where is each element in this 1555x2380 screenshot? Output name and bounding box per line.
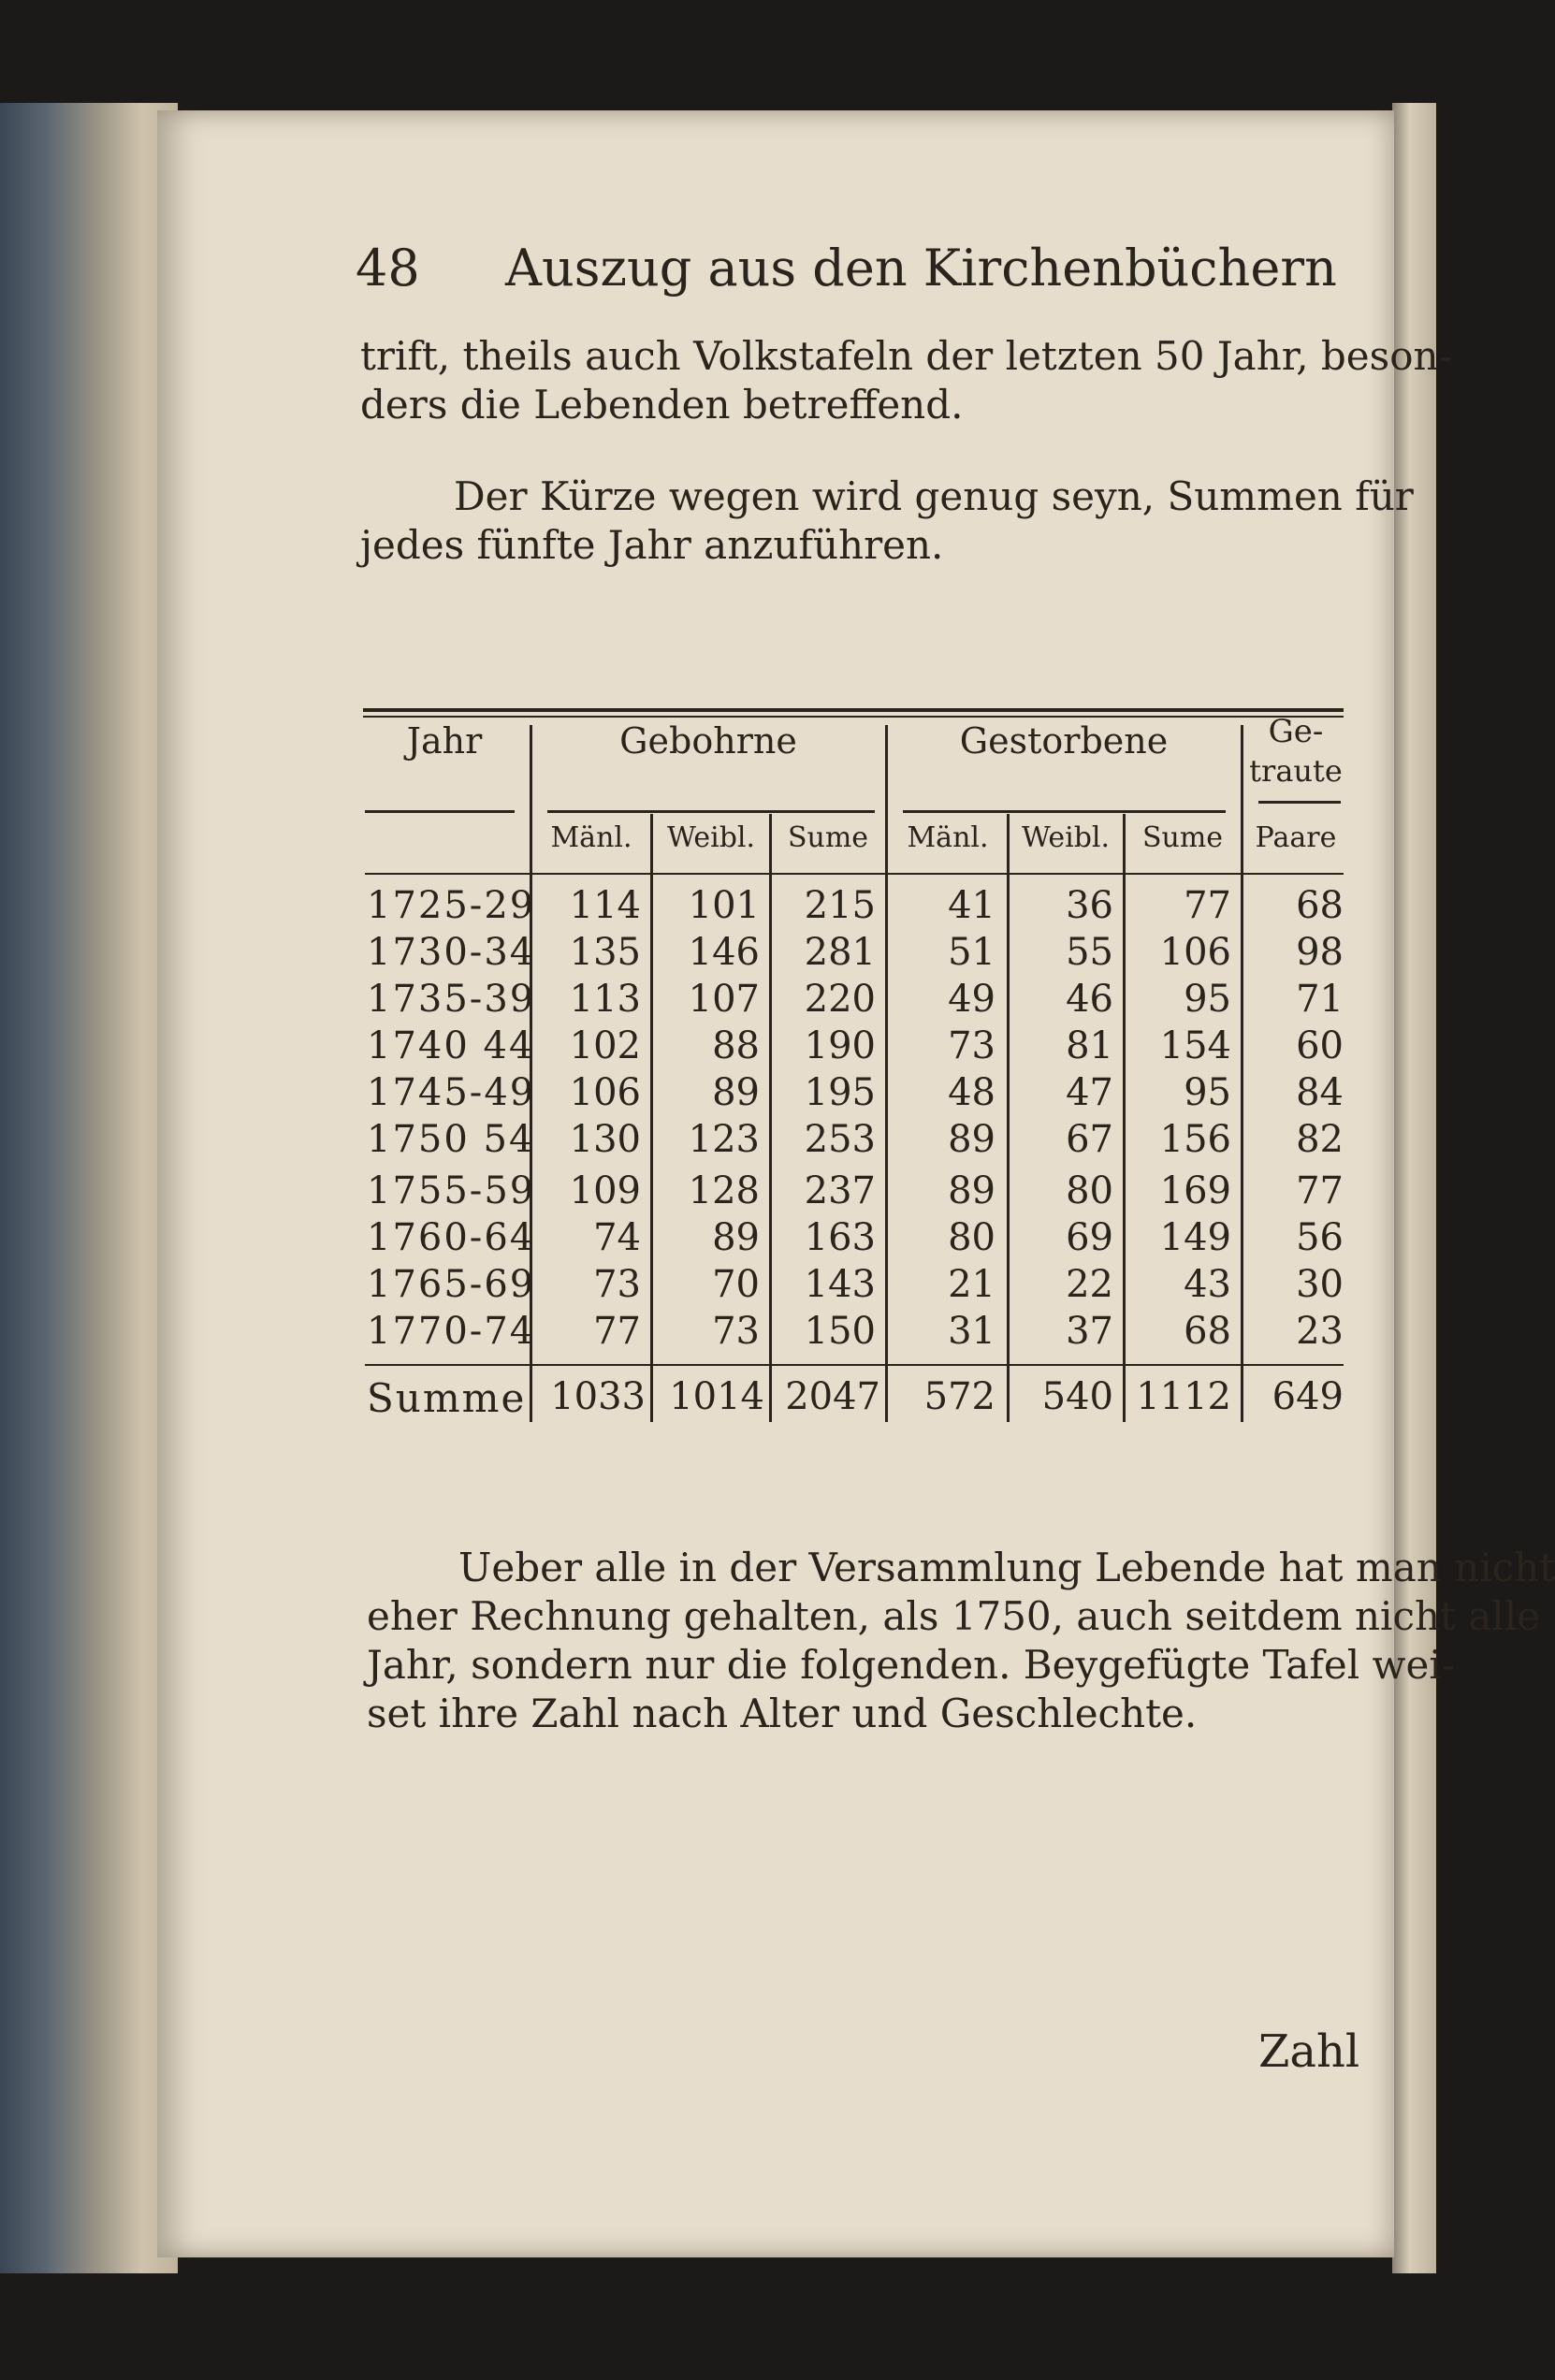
total-dead-male: 572	[923, 1375, 995, 1418]
cell-dead-male: 41	[948, 884, 995, 927]
cell-born-sum: 163	[804, 1216, 876, 1259]
cell-born-male: 113	[569, 978, 641, 1021]
cell-born-female: 73	[712, 1310, 760, 1353]
cell-dead-male: 31	[948, 1310, 995, 1353]
col-divider-dead	[1241, 725, 1243, 1422]
para3-line1: Ueber alle in der Versammlung Lebende hat man nicht	[458, 1545, 1555, 1590]
para2-line1: Der Kürze wegen wird genug seyn, Summen für	[454, 473, 1414, 519]
rule-under-jahr	[365, 810, 515, 813]
cell-dead-female: 81	[1066, 1024, 1113, 1067]
cell-dead-male: 89	[948, 1169, 995, 1212]
cell-born-male: 135	[569, 931, 641, 974]
cell-pairs: 56	[1296, 1216, 1344, 1259]
subheader-dead-male: Mänl.	[907, 821, 989, 854]
row-year: 1745-49	[367, 1071, 536, 1114]
cell-born-sum: 220	[804, 978, 876, 1021]
cell-pairs: 68	[1296, 884, 1344, 927]
cell-dead-female: 36	[1066, 884, 1113, 927]
total-pairs: 649	[1272, 1375, 1344, 1418]
cell-dead-sum: 95	[1184, 978, 1231, 1021]
cell-dead-male: 73	[948, 1024, 995, 1067]
cell-dead-male: 80	[948, 1216, 995, 1259]
cell-pairs: 71	[1296, 978, 1344, 1021]
cell-born-sum: 150	[804, 1310, 876, 1353]
header-gebohrne: Gebohrne	[619, 720, 797, 762]
cell-dead-male: 21	[948, 1263, 995, 1306]
cell-dead-female: 69	[1066, 1216, 1113, 1259]
total-label: Summe	[367, 1375, 527, 1421]
cell-born-female: 107	[688, 978, 760, 1021]
cell-dead-sum: 169	[1159, 1169, 1231, 1212]
header-gestorbene: Gestorbene	[959, 720, 1169, 762]
cell-pairs: 84	[1296, 1071, 1344, 1114]
row-year: 1725-29	[367, 884, 536, 927]
para1-line2: ders die Lebenden betreffend.	[360, 382, 964, 428]
cell-born-male: 102	[569, 1024, 641, 1067]
row-year: 1760-64	[367, 1216, 536, 1259]
cell-pairs: 77	[1296, 1169, 1344, 1212]
cell-born-female: 146	[688, 931, 760, 974]
cell-dead-female: 47	[1066, 1071, 1113, 1114]
row-year: 1770-74	[367, 1310, 536, 1353]
cell-born-female: 70	[712, 1263, 760, 1306]
cell-dead-sum: 149	[1159, 1216, 1231, 1259]
cell-dead-male: 89	[948, 1118, 995, 1161]
row-year: 1735-39	[367, 978, 536, 1021]
cell-dead-female: 37	[1066, 1310, 1113, 1353]
header-jahr: Jahr	[406, 720, 483, 762]
cell-dead-sum: 106	[1159, 931, 1231, 974]
cell-dead-male: 51	[948, 931, 995, 974]
subheader-born-female: Weibl.	[666, 821, 756, 854]
rule-above-totals	[365, 1364, 1344, 1366]
page-number: 48	[356, 239, 420, 298]
total-born-female: 1014	[669, 1375, 764, 1418]
cell-born-male: 74	[593, 1216, 641, 1259]
cell-born-female: 128	[688, 1169, 760, 1212]
cell-born-male: 130	[569, 1118, 641, 1161]
header-getraute-1: Ge-	[1268, 713, 1324, 750]
cell-born-sum: 190	[804, 1024, 876, 1067]
running-title: Auszug aus den Kirchenbüchern	[505, 239, 1337, 298]
row-year: 1750 54	[367, 1118, 535, 1161]
para1-line1: trift, theils auch Volkstafeln der letzten 50 Jahr, beson-	[360, 333, 1452, 379]
col-divider-dead-1	[1007, 814, 1010, 1422]
cell-dead-sum: 156	[1159, 1118, 1231, 1161]
row-year: 1730-34	[367, 931, 536, 974]
cell-dead-sum: 68	[1184, 1310, 1231, 1353]
catchword: Zahl	[1258, 2025, 1360, 2078]
subheader-pairs: Paare	[1255, 821, 1337, 854]
para3-line4: set ihre Zahl nach Alter und Geschlechte.	[367, 1691, 1198, 1736]
cell-born-sum: 143	[804, 1263, 876, 1306]
cell-born-sum: 253	[804, 1118, 876, 1161]
para3-line3: Jahr, sondern nur die folgenden. Beygefügte Tafel wei-	[367, 1642, 1455, 1688]
cell-dead-sum: 77	[1184, 884, 1231, 927]
col-divider-dead-2	[1123, 814, 1126, 1422]
rule-under-getraute	[1258, 801, 1341, 804]
cell-born-female: 89	[712, 1216, 760, 1259]
rule-under-gestorbene	[903, 810, 1226, 813]
book-page-edges-left	[0, 103, 178, 2273]
row-year: 1755-59	[367, 1169, 536, 1212]
col-divider-born-2	[769, 814, 772, 1422]
cell-born-male: 106	[569, 1071, 641, 1114]
cell-dead-sum: 43	[1184, 1263, 1231, 1306]
cell-born-male: 114	[569, 884, 641, 927]
cell-dead-male: 49	[948, 978, 995, 1021]
col-divider-born-1	[650, 814, 653, 1422]
cell-born-sum: 281	[804, 931, 876, 974]
rule-under-subheaders	[365, 873, 1344, 875]
cell-dead-female: 22	[1066, 1263, 1113, 1306]
cell-born-female: 123	[688, 1118, 760, 1161]
cell-born-female: 101	[688, 884, 760, 927]
cell-pairs: 30	[1296, 1263, 1344, 1306]
subheader-born-male: Mänl.	[550, 821, 632, 854]
cell-dead-female: 80	[1066, 1169, 1113, 1212]
row-year: 1740 44	[367, 1024, 535, 1067]
cell-dead-female: 55	[1066, 931, 1113, 974]
para2-line2: jedes fünfte Jahr anzuführen.	[360, 522, 944, 568]
cell-born-sum: 215	[804, 884, 876, 927]
cell-born-male: 109	[569, 1169, 641, 1212]
subheader-born-sum: Sume	[787, 821, 869, 854]
cell-dead-female: 46	[1066, 978, 1113, 1021]
cell-born-female: 88	[712, 1024, 760, 1067]
book-page-edges-right	[1392, 103, 1436, 2273]
cell-dead-sum: 154	[1159, 1024, 1231, 1067]
cell-pairs: 82	[1296, 1118, 1344, 1161]
cell-born-male: 77	[593, 1310, 641, 1353]
table-top-rule	[363, 708, 1344, 712]
cell-born-sum: 237	[804, 1169, 876, 1212]
row-year: 1765-69	[367, 1263, 536, 1306]
cell-pairs: 60	[1296, 1024, 1344, 1067]
para3-line2: eher Rechnung gehalten, als 1750, auch seitdem nicht alle	[367, 1593, 1541, 1639]
subheader-dead-female: Weibl.	[1021, 821, 1111, 854]
cell-pairs: 23	[1296, 1310, 1344, 1353]
cell-born-sum: 195	[804, 1071, 876, 1114]
subheader-dead-sum: Sume	[1141, 821, 1224, 854]
total-born-male: 1033	[550, 1375, 646, 1418]
cell-born-male: 73	[593, 1263, 641, 1306]
cell-born-female: 89	[712, 1071, 760, 1114]
cell-dead-sum: 95	[1184, 1071, 1231, 1114]
cell-dead-male: 48	[948, 1071, 995, 1114]
rule-under-gebohrne	[547, 810, 875, 813]
total-dead-female: 540	[1041, 1375, 1113, 1418]
col-divider-born	[885, 725, 888, 1422]
cell-dead-female: 67	[1066, 1118, 1113, 1161]
table-top-rule-thin	[363, 716, 1344, 718]
cell-pairs: 98	[1296, 931, 1344, 974]
header-getraute-2: traute	[1249, 753, 1343, 789]
total-dead-sum: 1112	[1136, 1375, 1231, 1418]
total-born-sum: 2047	[785, 1375, 880, 1418]
